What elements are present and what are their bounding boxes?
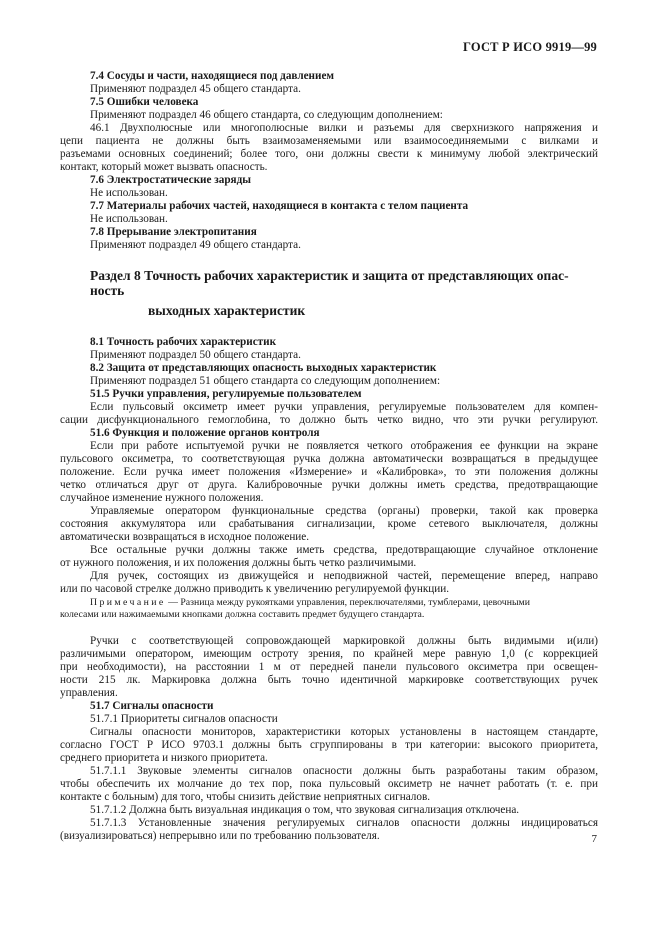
paragraph-line: Применяют подраздел 46 общего стандарта, со следующим дополнением: xyxy=(90,109,443,121)
paragraph-line: цепи пациента не должны быть взаимозаменяемыми или взаимосоединяемыми с вилками и xyxy=(60,135,598,147)
paragraph-line: Применяют подраздел 45 общего стандарта. xyxy=(90,83,301,95)
paragraph-line: сации дисфункционального гемоглобина, то должно быть четко видно, что эти ручки регулируют. xyxy=(60,414,598,426)
paragraph-line: управления. xyxy=(60,687,118,699)
paragraph-line: контакт, который может вызвать опасность. xyxy=(60,161,268,173)
page-number: 7 xyxy=(591,833,597,845)
subsection-heading: 7.5 Ошибки человека xyxy=(90,96,199,108)
paragraph-line: Не использован. xyxy=(90,187,168,199)
paragraph-line: 51.7.1.2 Должна быть визуальная индикация о том, что звуковая сигнализация отключена. xyxy=(90,804,520,816)
page-body xyxy=(60,70,598,843)
paragraph-line: четко отличаться друг от друга. Калибровочные ручки должны иметь средства, предотвращающие xyxy=(60,479,598,491)
subsection-heading: 7.4 Сосуды и части, находящиеся под давлением xyxy=(90,70,335,82)
note-label: Примечание xyxy=(90,597,166,608)
paragraph-line: положение. Если ручка имеет положения «Измерение» и «Калибровка», то эти положения должны xyxy=(60,466,598,478)
paragraph-line: или по часовой стрелке должно приводить к увеличению регулируемой функции. xyxy=(60,583,450,595)
paragraph-line: Управляемые оператором функциональные средства (органы) проверки, такой как проверка xyxy=(90,505,598,517)
paragraph-line: 51.7.1.3 Установленные значения регулируемых сигналов опасности должны индицироваться xyxy=(90,817,598,829)
subsection-heading: 7.7 Материалы рабочих частей, находящиеся в контакта с телом пациента xyxy=(90,200,469,212)
paragraph-line: среднего приоритета и низкого приоритета. xyxy=(60,752,268,764)
subsection-heading: 8.2 Защита от представляющих опасность выходных характеристик xyxy=(90,362,437,374)
paragraph-line: от нужного положения, и их положения должны быть четко различимыми. xyxy=(60,557,417,569)
paragraph-line: различимыми оператором, имеющим остроту зрения, по крайней мере равную 1,0 (с коррекцией xyxy=(60,648,598,660)
paragraph-line: автоматически возвращаться в исходное положение. xyxy=(60,531,310,543)
section-title: Раздел 8 Точность рабочих характеристик и защита от представляющих опас- xyxy=(90,268,569,283)
paragraph-line: Применяют подраздел 49 общего стандарта. xyxy=(90,239,301,251)
paragraph-line: состояния аккумулятора или срабатывания сигнализации, кроме сетевого выключателя, должны xyxy=(60,518,598,530)
paragraph-line: пульсового оксиметра, то соответствующая ручка должна автоматически возвращаться в предыдущее xyxy=(60,453,598,465)
section-title: ность xyxy=(90,283,125,298)
paragraph-line: Сигналы опасности мониторов, характеристики которых установлены в настоящем стандарте, xyxy=(90,726,598,738)
paragraph-line: 51.7.1.1 Звуковые элементы сигналов опасности должны быть разработаны таким образом, xyxy=(90,765,598,777)
subsection-heading: 7.8 Прерывание электропитания xyxy=(90,226,257,238)
paragraph-line: ности 215 лк. Маркировка должна быть точно идентичной маркировке соответствующих ручек xyxy=(60,674,598,686)
paragraph-line: 51.7.1 Приоритеты сигналов опасности xyxy=(90,713,278,725)
paragraph-line: Все остальные ручки должны также иметь средства, предотвращающие случайное отклонение xyxy=(90,544,598,556)
note-line: колесами или нажимаемыми кнопками должна составить предмет будущего стандарта. xyxy=(60,609,425,620)
standard-code-header: ГОСТ Р ИСО 9919—99 xyxy=(463,40,597,54)
note-text: — Разница между рукоятками управления, переключателями, тумблерами, цевочными xyxy=(165,597,530,608)
paragraph-line: чтобы обеспечить их молчание до тех пор, пока пульсовый оксиметр не начнет работать (т. е. при xyxy=(60,778,598,790)
subsection-heading: 8.1 Точность рабочих характеристик xyxy=(90,336,277,348)
paragraph-line: Применяют подраздел 50 общего стандарта. xyxy=(90,349,301,361)
paragraph-line: контакте с больным) для того, чтобы снизить действие неприятных сигналов. xyxy=(60,791,431,803)
note-line xyxy=(90,597,598,609)
paragraph-line: согласно ГОСТ Р ИСО 9703.1 должны быть сгруппированы в три категории: высокого приоритета, xyxy=(60,739,598,751)
paragraph-line: (визуализироваться) непрерывно или по требованию пользователя. xyxy=(60,830,380,842)
paragraph-line: Применяют подраздел 51 общего стандарта со следующим дополнением: xyxy=(90,375,441,387)
paragraph-line: Не использован. xyxy=(90,213,168,225)
paragraph-line: при необходимости), на расстоянии 1 м от передней панели пульсового оксиметра при освещен- xyxy=(60,661,598,673)
subsection-heading: 51.7 Сигналы опасности xyxy=(90,700,214,712)
subsection-heading: 51.5 Ручки управления, регулируемые пользователем xyxy=(90,388,362,400)
paragraph-line: Если при работе испытуемой ручки не появляется четкого отображения ее функции на экране xyxy=(90,440,598,452)
paragraph-line: разъемами основных соединений; более того, они должны свести к минимуму любой электрический xyxy=(60,148,598,160)
section-title: выходных характеристик xyxy=(148,303,306,318)
paragraph-line: Если пульсовый оксиметр имеет ручки управления, регулируемые пользователем для компен- xyxy=(90,401,598,413)
subsection-heading: 51.6 Функция и положение органов контроля xyxy=(90,427,320,439)
paragraph-line: Ручки с соответствующей сопровождающей маркировкой должны быть видимыми и(или) xyxy=(90,635,598,647)
paragraph-line: случайное изменение нужного положения. xyxy=(60,492,264,504)
paragraph-line: Для ручек, состоящих из движущейся и неподвижной частей, перемещение вперед, направо xyxy=(90,570,598,582)
subsection-heading: 7.6 Электростатические заряды xyxy=(90,174,251,186)
paragraph-line: 46.1 Двухполюсные или многополюсные вилки и разъемы для сверхнизкого напряжения и xyxy=(90,122,598,134)
